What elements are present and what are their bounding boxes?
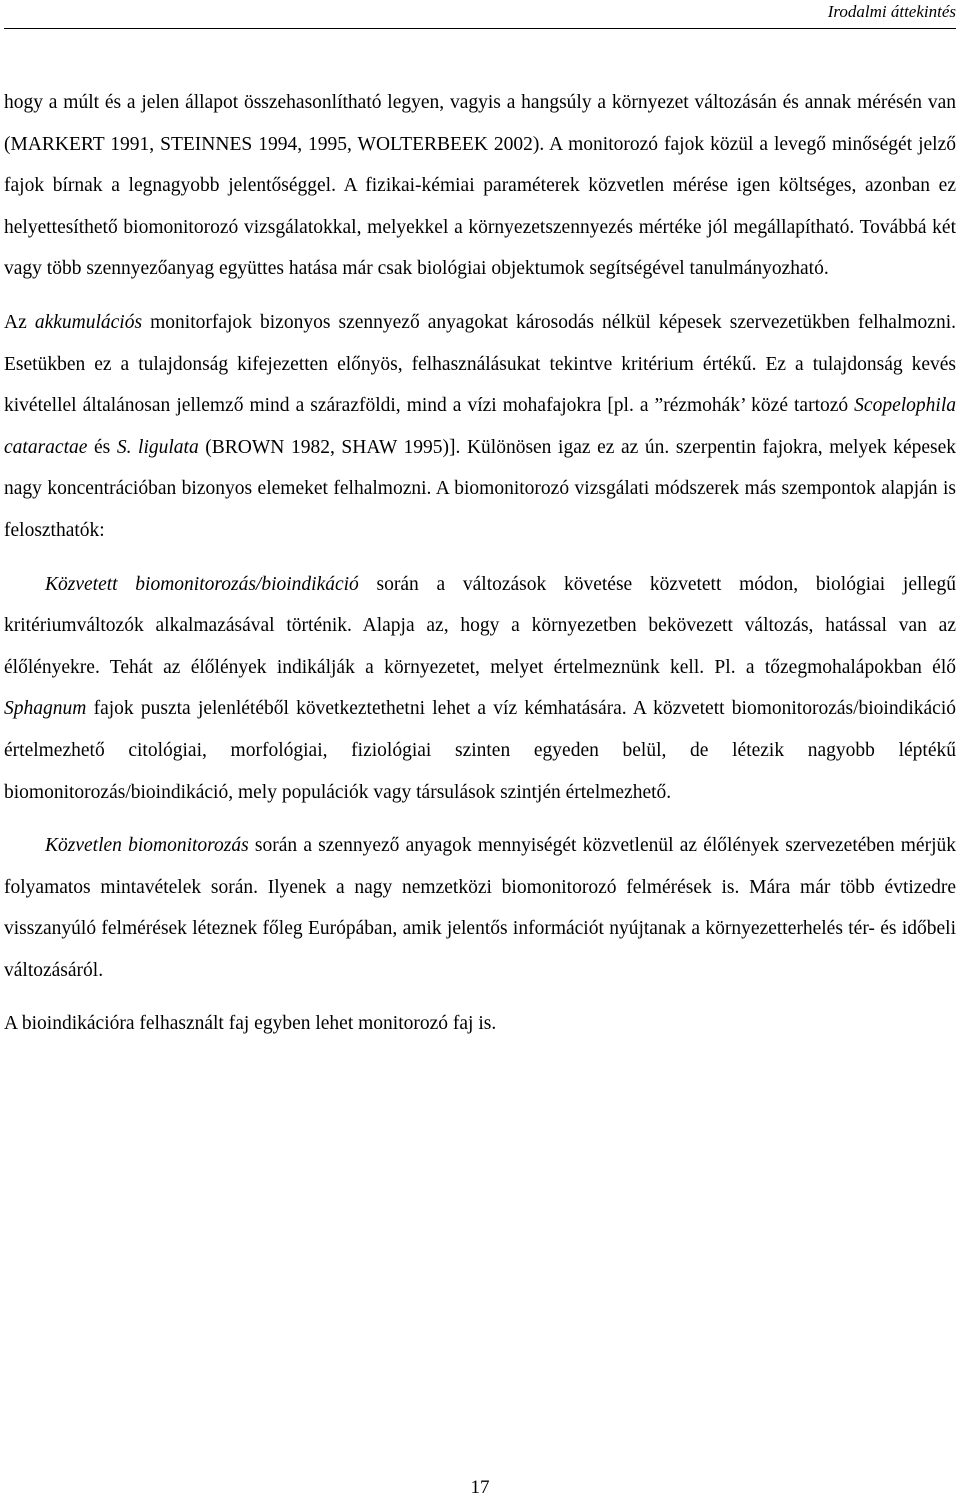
paragraph-3-italic-2: Sphagnum [4,698,87,720]
paragraph-2-italic-2: Scopelophila cataractae [4,395,956,458]
paragraph-4 [4,825,956,991]
paragraph-3-text-2: fajok puszta jelenlétéből következtethetni lehet a víz kémhatására. A közvetett biomonitorozás/bioindikáció értelmezhető citológiai, morfológiai, fiziológiai szinten egyeden belül, de létezik nagyobb léptékű biomonitorozás/bioindikáció, mely populációk vagy társulások szintjén értelmezhető. [4,698,956,803]
running-header: Irodalmi áttekintés [827,2,956,21]
paragraph-2-text-2: monitorfajok bizonyos szennyező anyagokat károsodás nélkül képesek szervezetükben felhalmozni. Esetükben ez a tulajdonság kifejezetten előnyös, felhasználásukat tekintve kritérium értékű. Ez a tulajdonság kevés kivétellel általánosan jellemző mind a szárazföldi, mind a vízi mohafajokra [pl. a ”rézmohák’ közé tartozó [4,311,956,417]
paragraph-1-text: hogy a múlt és a jelen állapot összehasonlítható legyen, vagyis a hangsúly a környezet változásán és annak mérésén van (MARKERT 1991, STEINNES 1994, 1995, WOLTERBEEK 2002). A monitorozó fajok közül a levegő minőségét jelző fajok bírnak a legnagyobb jelentőséggel. A fizikai-kémiai paraméterek közvetlen mérése igen költséges, azonban ez helyettesíthető biomonitorozó vizsgálatokkal, melyekkel a környezetszennyezés mértéke jól megállapítható. Továbbá két vagy több szennyezőanyag együttes hatása már csak biológiai objektumok segítségével tanulmányozható. [4,92,956,280]
paragraph-2-italic-1: akkumulációs [34,311,143,333]
paragraph-1 [4,82,956,290]
page-number: 17 [470,1477,490,1498]
paragraph-5 [4,1003,956,1045]
paragraph-3-italic-1: Közvetett biomonitorozás/bioindikáció [45,573,359,595]
paragraph-2-text-4: (BROWN 1982, SHAW 1995)]. Különösen igaz ez az ún. szerpentin fajokra, melyek képesek nagy koncentrációban bizonyos elemeket felhalmozni. A biomonitorozó vizsgálati módszerek más szempontok alapján is feloszthatók: [4,436,957,541]
paragraph-4-text-1: során a szennyező anyagok mennyiségét közvetlenül az élőlények szervezetében mérjük folyamatos mintavételek során. Ilyenek a nagy nemzetközi biomonitorozó felmérések is. Mára már több évtizedre visszanyúló felmérések léteznek főleg Európában, amik jelentős információt nyújtanak a környezetterhelés tér- és időbeli változásáról. [4,835,956,981]
paragraph-2-text-3: és [87,436,117,458]
paragraph-3-text-1: során a változások követése közvetett módon, biológiai jellegű kritériumváltozók alkalmazásával történik. Alapja az, hogy a környezetben bekövezett változás, hatással van az élőlényekre. Tehát az élőlények indikálják a környezetet, melyet értelmeznünk kell. Pl. a tőzegmohalápokban élő [4,573,956,678]
document-body [4,82,956,1045]
header-rule [4,28,956,29]
paragraph-3 [4,564,956,814]
paragraph-4-italic-1: Közvetlen biomonitorozás [45,835,249,857]
paragraph-2 [4,302,956,552]
paragraph-5-text: A bioindikációra felhasznált faj egyben lehet monitorozó faj is. [4,1013,497,1035]
paragraph-2-text-1: Az [4,311,35,333]
paragraph-2-italic-3: S. ligulata [116,436,199,458]
